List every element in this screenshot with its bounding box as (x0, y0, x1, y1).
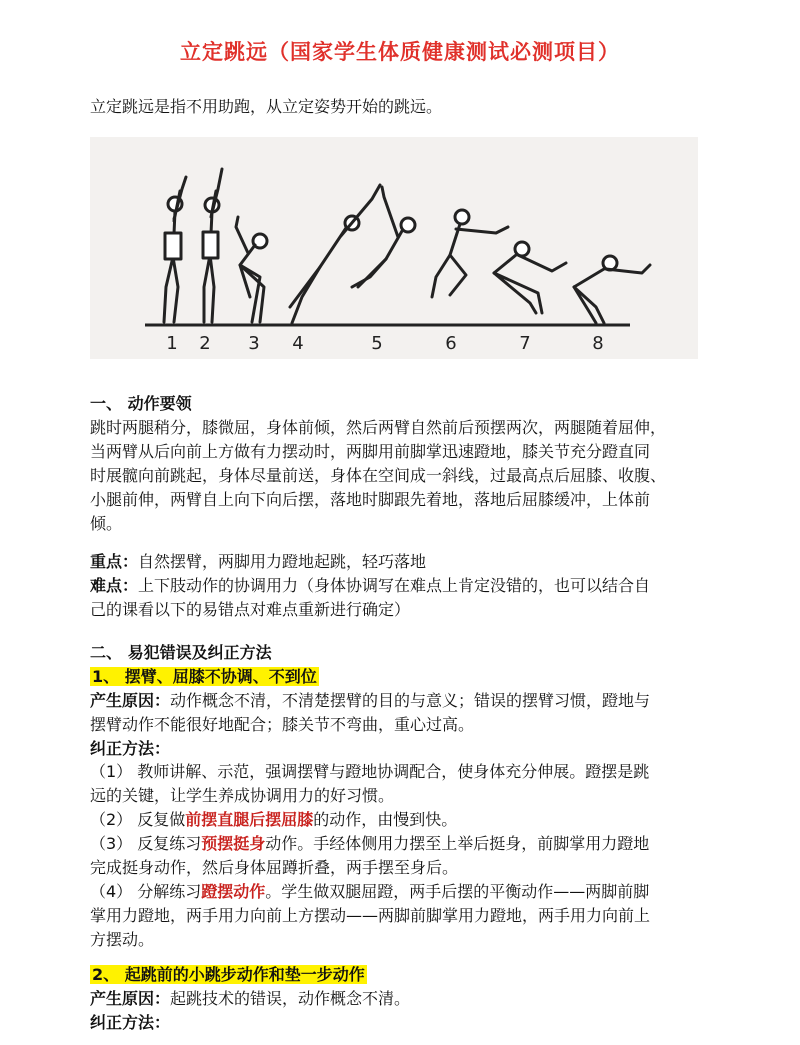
error1-cause (90, 689, 650, 713)
stage-label-7: 7 (519, 333, 531, 354)
error1-method1-line1: （1） 教师讲解、示范，强调摆臂与蹬地协调配合，使身体充分伸展。蹬摆是跳 (90, 762, 650, 781)
key-point-text: 自然摆臂，两脚用力蹬地起跳，轻巧落地 (138, 552, 427, 571)
page-title: 立定跳远（国家学生体质健康测试必测项目） (180, 40, 620, 64)
jumper-figure-7 (494, 242, 566, 313)
error1-method2 (90, 808, 457, 832)
error1-method1-line2: 远的关键，让学生养成协调用力的好习惯。 (90, 786, 395, 805)
error2-cause (90, 987, 410, 1011)
error1-method3-line2: 完成挺身动作，然后身体屈蹲折叠，两手摆至身后。 (90, 858, 459, 877)
key-point-label: 重点： (90, 552, 139, 571)
difficulty-point (90, 574, 650, 598)
section1-line-4: 小腿前伸，两臂自上向下向后摆，落地时脚跟先着地，落地后屈膝缓冲，上体前 (90, 490, 651, 509)
stage-label-6: 6 (445, 333, 457, 354)
error1-title-row (90, 665, 319, 689)
section1-line-3: 时展髋向前跳起，身体尽量前送，身体在空间成一斜线，过最高点后屈膝、收腹、 (90, 466, 667, 485)
error1-cause-label: 产生原因： (90, 691, 171, 710)
stage-label-4: 4 (292, 333, 304, 354)
jumper-figure-4 (290, 185, 380, 323)
error1-title: 1、 摆臂、屈膝不协调、不到位 (92, 667, 317, 686)
section1-line-1: 跳时两腿稍分，膝微屈，身体前倾，然后两臂自然前后预摆两次，两腿随着屈伸， (90, 418, 667, 437)
intro-text: 立定跳远是指不用助跑，从立定姿势开始的跳远。 (90, 97, 443, 116)
error2-cause-text: 起跳技术的错误，动作概念不清。 (170, 989, 411, 1008)
difficulty-text-1: 上下肢动作的协调用力（身体协调写在难点上肯定没错的，也可以结合自 (138, 576, 651, 595)
error2-cause-label: 产生原因： (90, 989, 171, 1008)
error1-fix-label: 纠正方法： (90, 739, 171, 758)
section1-line-2: 当两臂从后向前上方做有力摆动时，两脚用前脚掌迅速蹬地，膝关节充分蹬直同 (90, 442, 651, 461)
stage-labels (166, 333, 603, 354)
error2-fix-label: 纠正方法： (90, 1013, 171, 1032)
error1-cause-text-2: 摆臂动作不能很好地配合；膝关节不弯曲，重心过高。 (90, 715, 475, 734)
method3-pre: （3） 反复练习 (90, 834, 202, 853)
method4-pre: （4） 分解练习 (90, 882, 202, 901)
method4-emphasis: 蹬摆动作 (201, 882, 266, 901)
stage-label-3: 3 (248, 333, 260, 354)
method2-post: 的动作，由慢到快。 (313, 810, 458, 829)
stage-label-1: 1 (166, 333, 178, 354)
section1-heading: 一、 动作要领 (90, 394, 192, 413)
jump-phases-svg (90, 137, 698, 359)
method3-post: 动作。手经体侧用力摆至上举后挺身，前脚掌用力蹬地 (265, 834, 650, 853)
jumper-figure-1 (164, 177, 186, 322)
jumper-figure-8 (574, 256, 650, 323)
jumper-figure-2 (203, 169, 222, 322)
error2-title: 2、 起跳前的小跳步动作和垫一步动作 (92, 965, 365, 984)
error1-method4-line2: 掌用力蹬地，两手用力向前上方摆动——两脚前脚掌用力蹬地，两手用力向前上 (90, 906, 651, 925)
error2-title-row (90, 963, 367, 987)
stage-label-8: 8 (592, 333, 604, 354)
error1-method3 (90, 832, 649, 856)
error1-method4 (90, 880, 649, 904)
difficulty-text-2: 己的课看以下的易错点对难点重新进行确定） (90, 600, 411, 619)
jumper-figure-6 (432, 210, 508, 297)
error1-cause-text-1: 动作概念不清，不清楚摆臂的目的与意义；错误的摆臂习惯，蹬地与 (170, 691, 651, 710)
key-point (90, 550, 426, 574)
section2-heading: 二、 易犯错误及纠正方法 (90, 643, 272, 662)
method4-post: 。学生做双腿屈蹬，两手后摆的平衡动作——两脚前脚 (265, 882, 650, 901)
section1-line-5: 倾。 (90, 514, 123, 533)
method2-pre: （2） 反复做 (90, 810, 186, 829)
stage-label-2: 2 (199, 333, 211, 354)
method3-emphasis: 预摆挺身 (201, 834, 266, 853)
error1-method4-line3: 方摆动。 (90, 930, 155, 949)
difficulty-label: 难点： (90, 576, 139, 595)
jumper-figure-3 (236, 217, 267, 322)
method2-emphasis: 前摆直腿后摆屈膝 (185, 810, 314, 829)
jump-phases-illustration (90, 137, 698, 359)
stage-label-5: 5 (371, 333, 383, 354)
jumper-figure-5 (352, 187, 415, 287)
